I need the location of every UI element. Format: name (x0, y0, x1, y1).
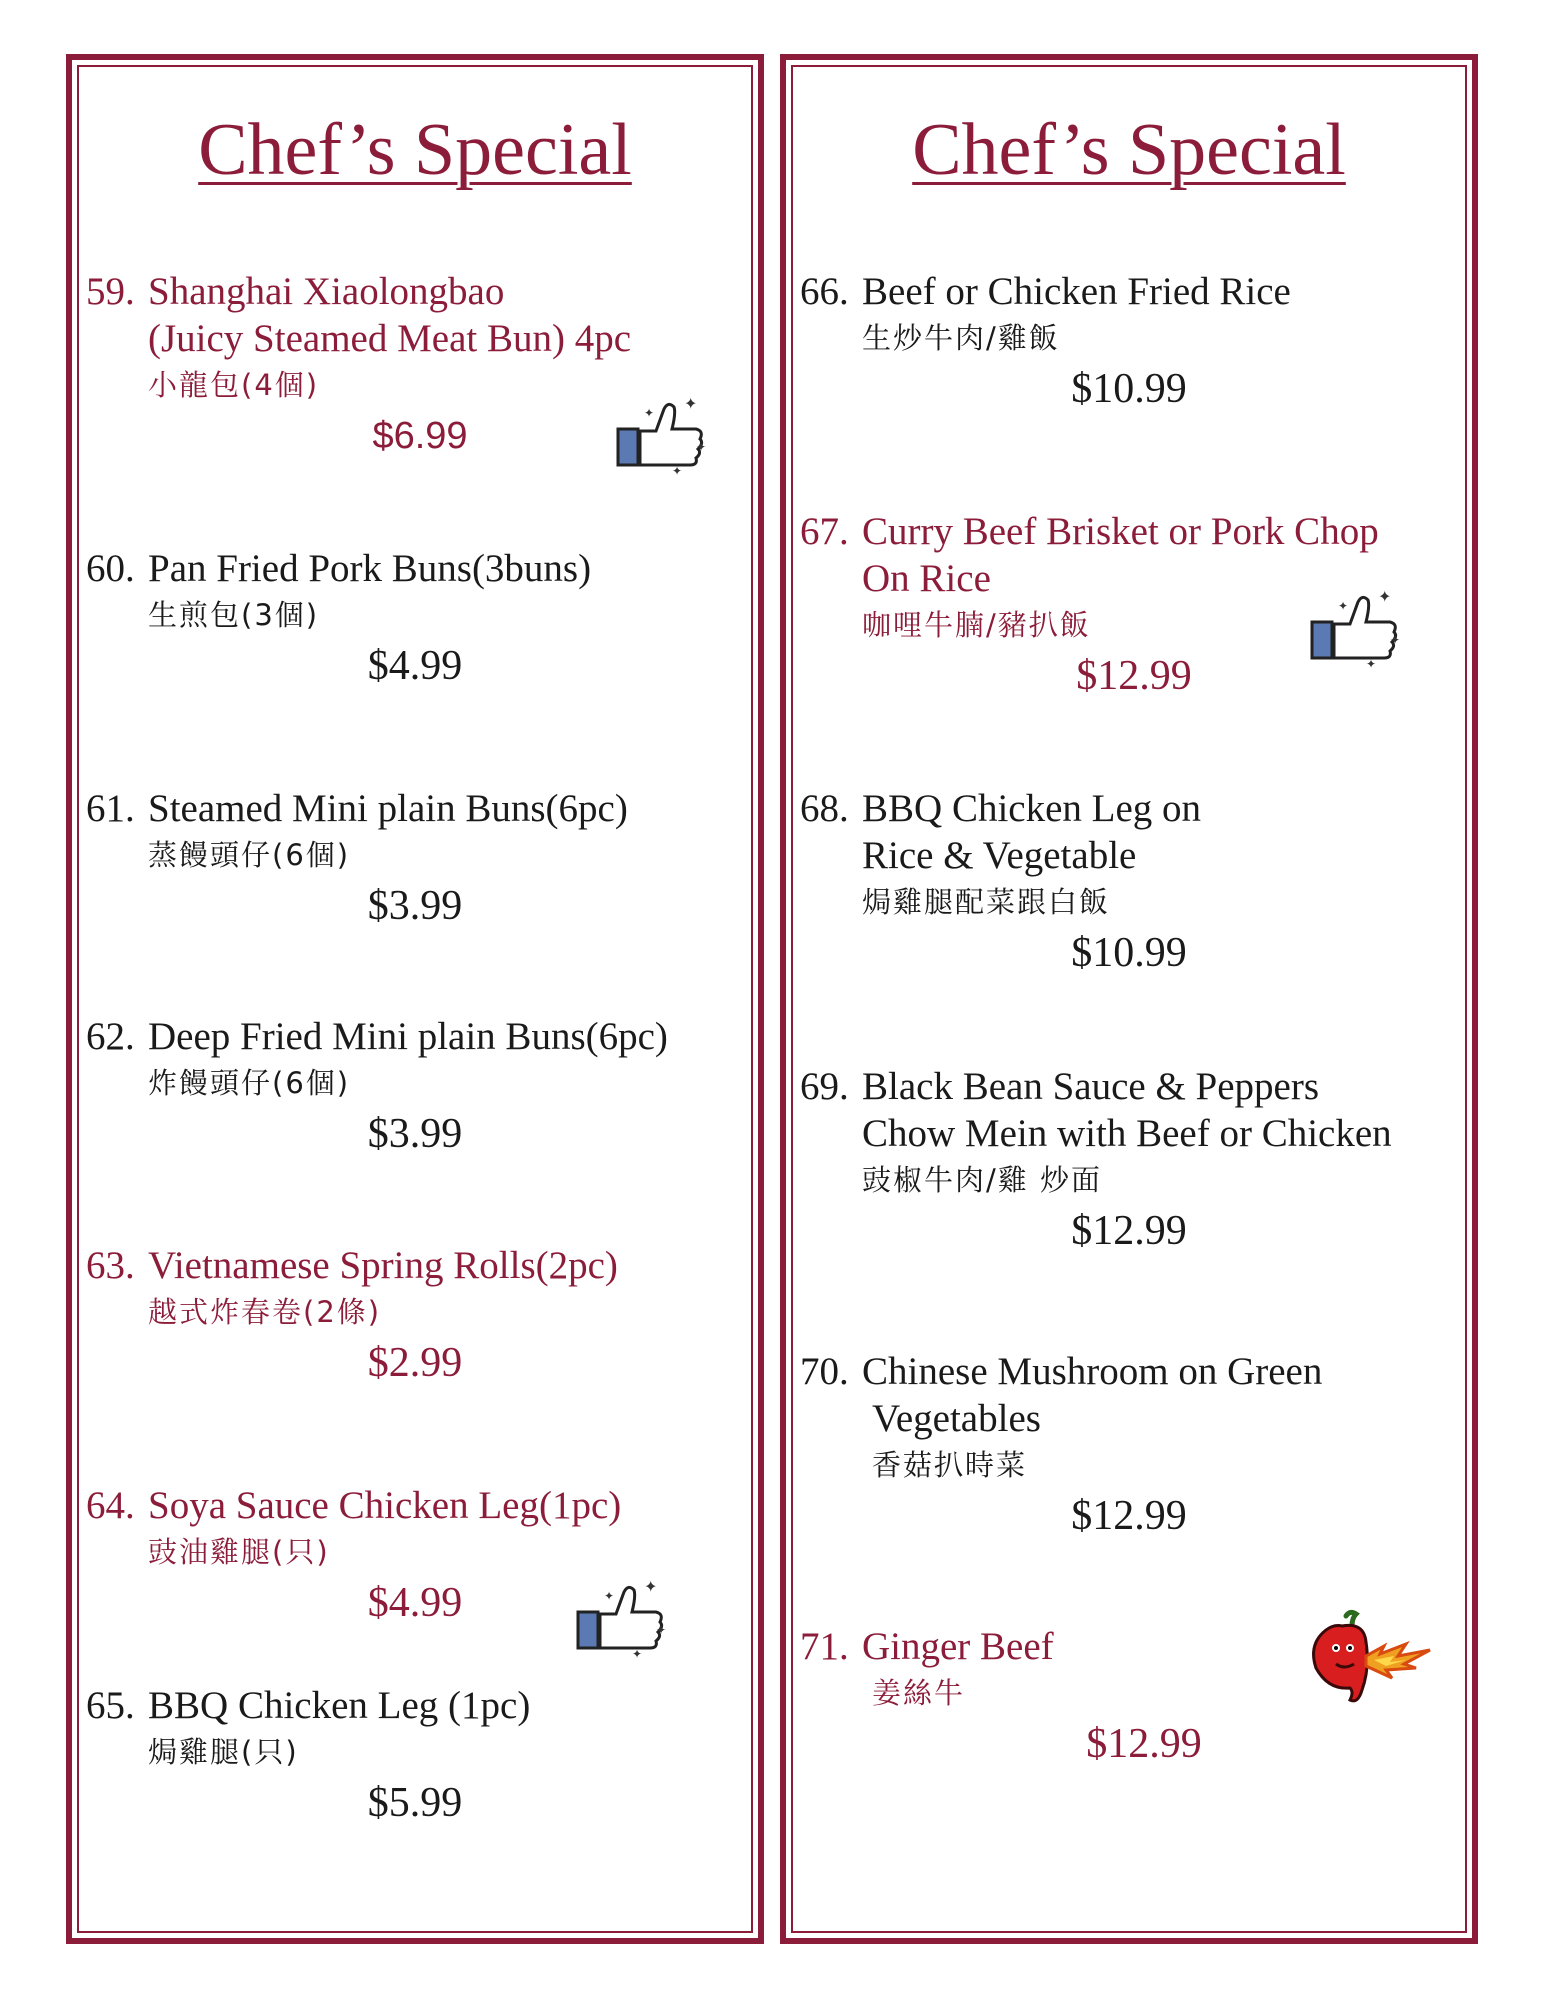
item-name: Black Bean Sauce & Peppers (862, 1065, 1320, 1108)
item-number: 59. (86, 270, 135, 313)
item-price: $2.99 (367, 1340, 463, 1386)
item-name: BBQ Chicken Leg on (862, 787, 1202, 830)
item-name-line2: Vegetables (872, 1397, 1041, 1440)
item-number: 60. (86, 547, 135, 590)
item-name-line2: Rice & Vegetable (862, 834, 1137, 877)
svg-text:✦: ✦ (604, 1589, 615, 1603)
svg-text:✦: ✦ (632, 1647, 643, 1660)
svg-text:✦: ✦ (672, 464, 683, 477)
item-price: $6.99 (372, 415, 468, 457)
item-name: BBQ Chicken Leg (1pc) (148, 1684, 531, 1727)
item-name: Vietnamese Spring Rolls(2pc) (148, 1244, 618, 1287)
item-chinese-name: 生炒牛肉/雞飯 (862, 321, 1060, 355)
panel-title: Chef’s Special (912, 109, 1346, 191)
svg-text:✦: ✦ (1390, 633, 1401, 647)
menu-panel-right (780, 54, 1478, 1944)
item-name: Deep Fried Mini plain Buns(6pc) (148, 1015, 668, 1058)
menu-item-69 (800, 1063, 1458, 1257)
hot-pepper-icon (1306, 1608, 1436, 1708)
item-number: 61. (86, 787, 135, 830)
item-price: $5.99 (367, 1780, 463, 1826)
thumbs-up-icon (1306, 588, 1402, 670)
item-chinese-name: 姜絲牛 (872, 1676, 966, 1710)
item-price: $4.99 (367, 643, 463, 689)
item-price: $3.99 (367, 883, 463, 929)
menu-item-65 (86, 1682, 744, 1829)
item-name: Beef or Chicken Fried Rice (862, 270, 1291, 313)
item-number: 63. (86, 1244, 135, 1287)
item-name: Pan Fried Pork Buns(3buns) (148, 547, 592, 590)
item-name: Chinese Mushroom on Green (862, 1350, 1323, 1393)
item-number: 67. (800, 510, 849, 553)
menu-item-63 (86, 1242, 744, 1389)
item-chinese-name: 咖哩牛腩/豬扒飯 (862, 608, 1091, 642)
item-chinese-name: 蒸饅頭仔(6個) (148, 838, 351, 872)
item-price: $12.99 (1076, 653, 1192, 699)
item-chinese-name: 越式炸春卷(2條) (148, 1295, 382, 1329)
svg-text:✦: ✦ (1366, 657, 1377, 670)
menu-item-70 (800, 1348, 1458, 1542)
menu-item-61 (86, 785, 744, 932)
item-number: 66. (800, 270, 849, 313)
svg-text:✦: ✦ (656, 1623, 667, 1637)
item-number: 69. (800, 1065, 849, 1108)
item-name: Steamed Mini plain Buns(6pc) (148, 787, 628, 830)
item-price: $10.99 (1071, 930, 1187, 976)
item-number: 65. (86, 1684, 135, 1727)
item-price: $3.99 (367, 1111, 463, 1157)
item-name: Ginger Beef (862, 1625, 1054, 1668)
svg-text:✦: ✦ (696, 440, 707, 454)
item-number: 64. (86, 1484, 135, 1527)
panel-title: Chef’s Special (198, 109, 632, 191)
item-number: 68. (800, 787, 849, 830)
item-name-line2: (Juicy Steamed Meat Bun) 4pc (148, 317, 632, 360)
item-name: Curry Beef Brisket or Pork Chop (862, 510, 1379, 553)
menu-item-60 (86, 545, 744, 692)
menu-panel-left (66, 54, 764, 1944)
item-name: Shanghai Xiaolongbao (148, 270, 505, 313)
item-price: $12.99 (1086, 1721, 1202, 1767)
item-number: 71. (800, 1625, 849, 1668)
item-number: 70. (800, 1350, 849, 1393)
item-chinese-name: 香菇扒時菜 (872, 1448, 1028, 1482)
menu-item-66 (800, 268, 1458, 415)
thumbs-up-icon (612, 395, 708, 477)
item-chinese-name: 焗雞腿配菜跟白飯 (862, 885, 1111, 919)
item-chinese-name: 生煎包(3個) (148, 598, 320, 632)
item-name-line2: Chow Mein with Beef or Chicken (862, 1112, 1392, 1155)
item-chinese-name: 炸饅頭仔(6個) (148, 1066, 351, 1100)
svg-text:✦: ✦ (1378, 589, 1392, 606)
menu-item-62 (86, 1013, 744, 1160)
svg-text:✦: ✦ (644, 1579, 658, 1596)
item-chinese-name: 焗雞腿(只) (148, 1735, 299, 1769)
thumbs-up-icon (572, 1578, 668, 1660)
item-price: $4.99 (367, 1580, 463, 1626)
item-chinese-name: 豉油雞腿(只) (148, 1535, 330, 1569)
item-price: $10.99 (1071, 366, 1187, 412)
item-chinese-name: 豉椒牛肉/雞 炒面 (862, 1163, 1102, 1197)
item-name-line2: On Rice (862, 557, 991, 600)
item-price: $12.99 (1071, 1493, 1187, 1539)
item-name: Soya Sauce Chicken Leg(1pc) (148, 1484, 622, 1527)
item-number: 62. (86, 1015, 135, 1058)
item-chinese-name: 小龍包(4個) (148, 368, 320, 402)
menu-item-68 (800, 785, 1458, 979)
svg-text:✦: ✦ (644, 406, 655, 420)
item-price: $12.99 (1071, 1208, 1187, 1254)
svg-text:✦: ✦ (684, 396, 698, 413)
svg-text:✦: ✦ (1338, 599, 1349, 613)
